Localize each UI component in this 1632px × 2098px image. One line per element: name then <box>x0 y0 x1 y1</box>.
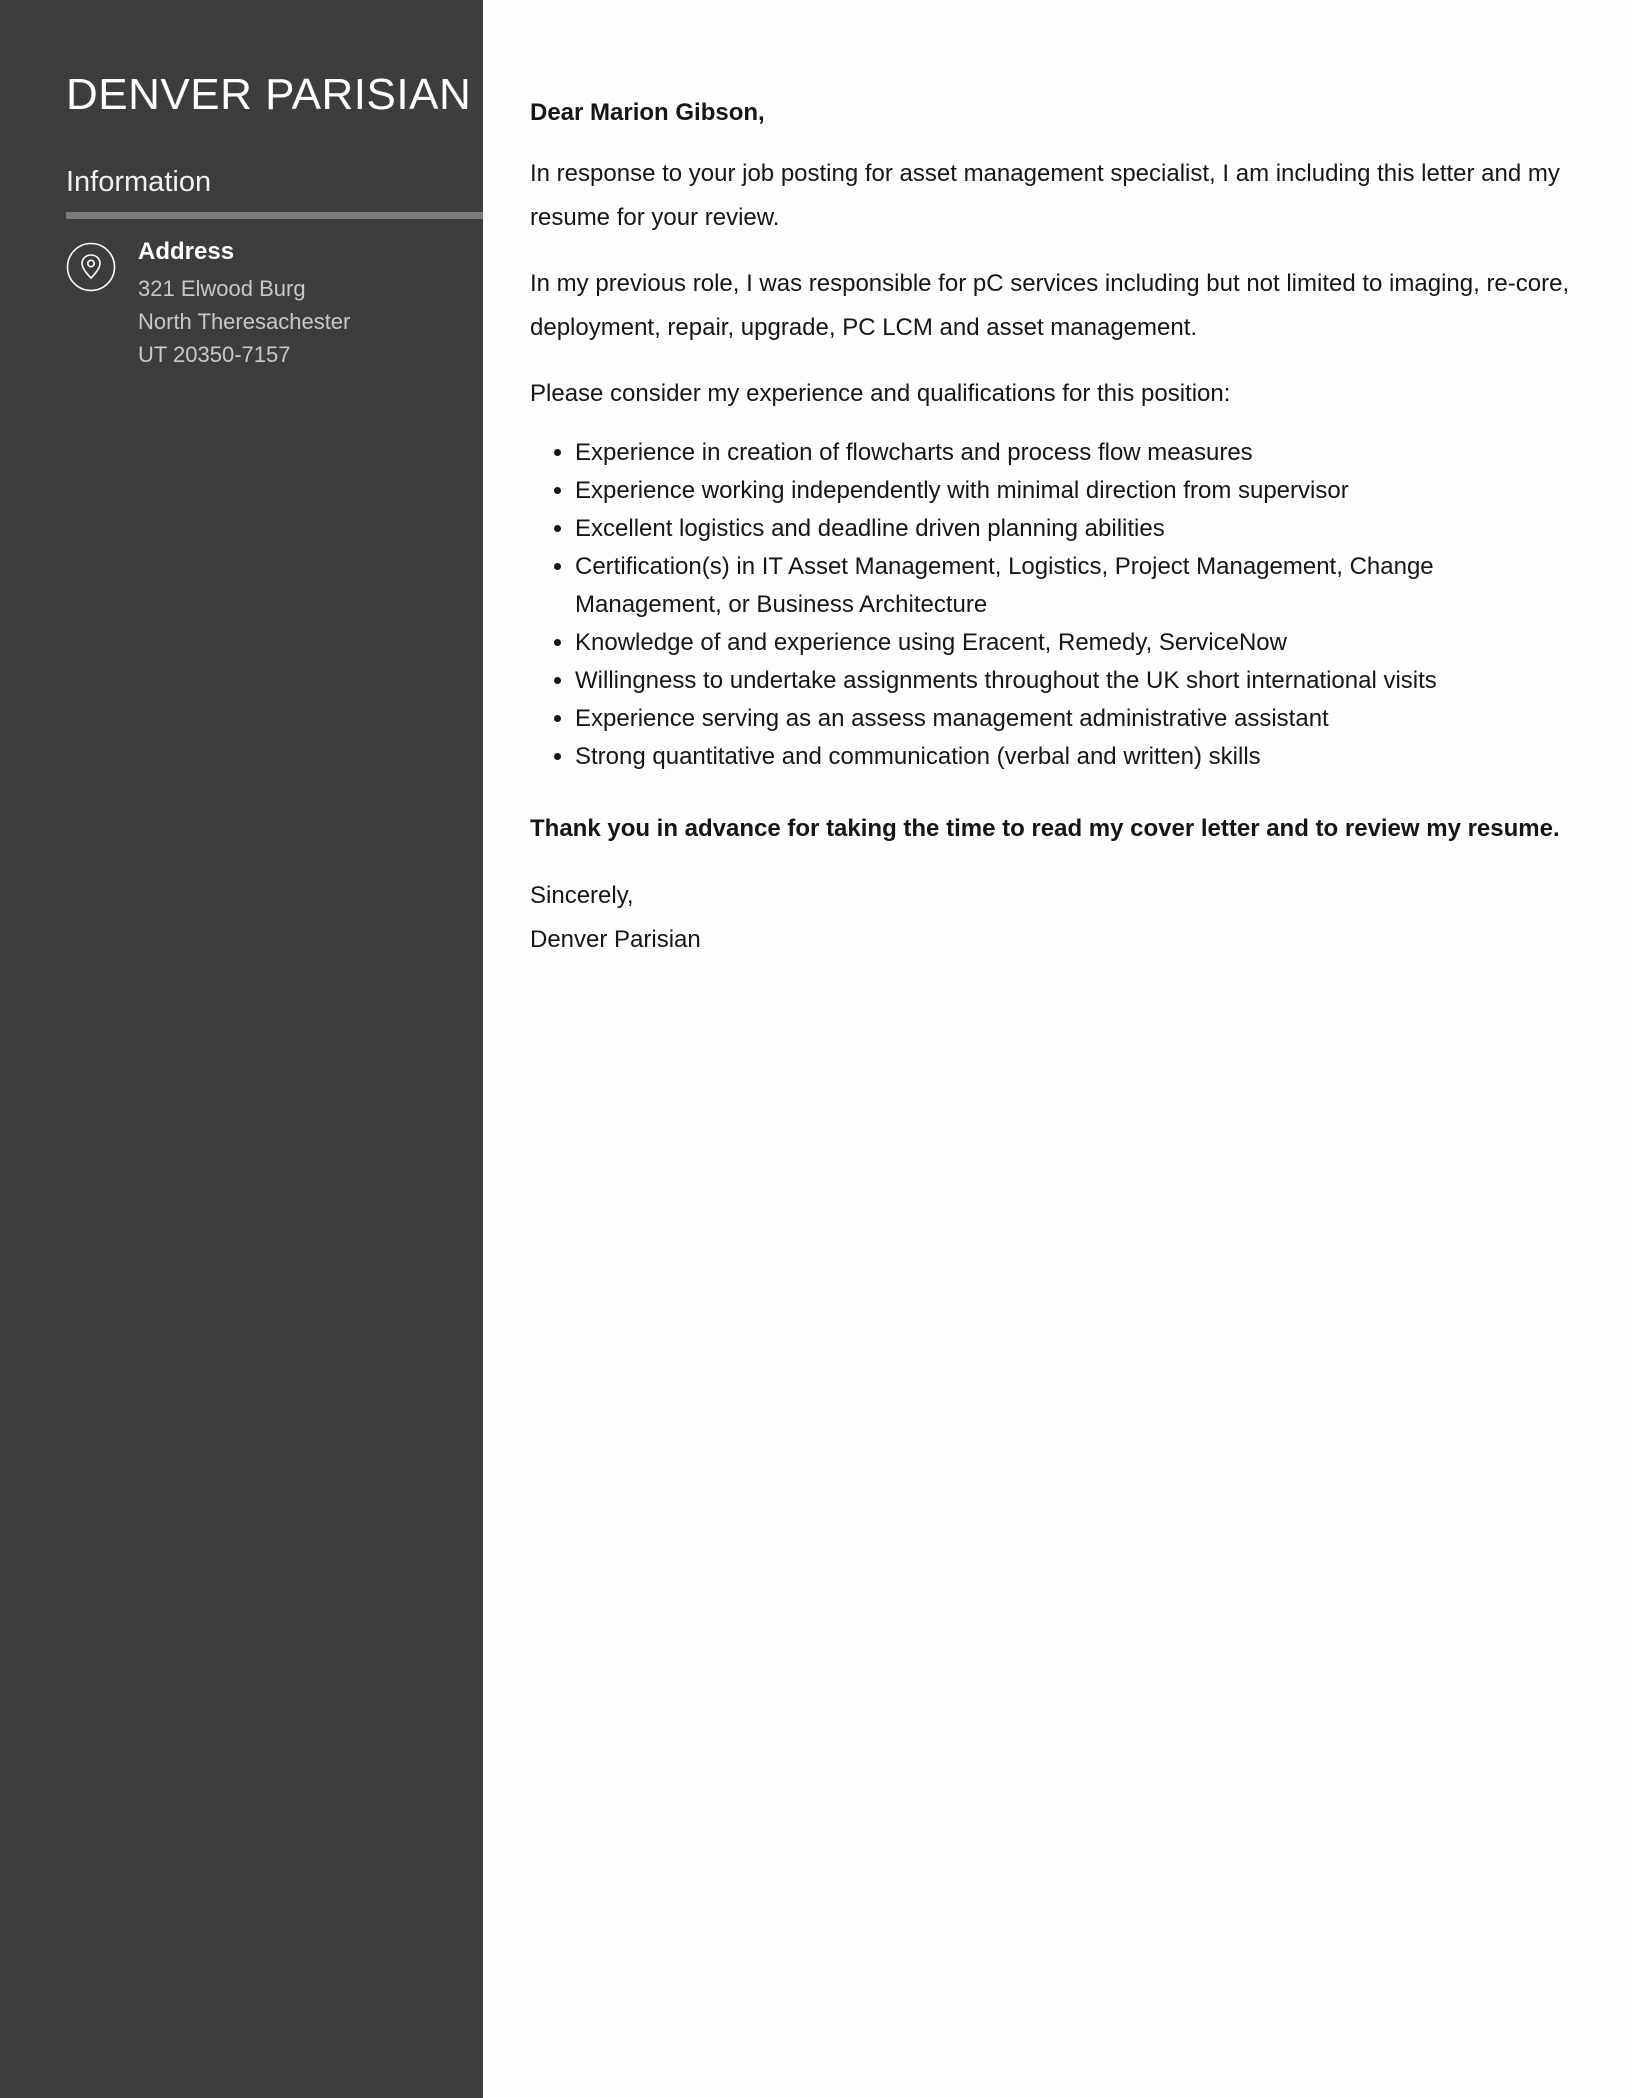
salutation: Dear Marion Gibson, <box>530 99 765 126</box>
list-item: • Strong quantitative and communication (verbal and written) skills <box>575 738 1570 776</box>
list-item: • Experience working independently with minimal direction from supervisor <box>575 472 1570 510</box>
list-item: • Certification(s) in IT Asset Management, Logistics, Project Management, Change Management, or Business Architecture <box>575 548 1570 624</box>
list-item: • Experience in creation of flowcharts and process flow measures <box>575 434 1570 472</box>
list-item: • Knowledge of and experience using Eracent, Remedy, ServiceNow <box>575 624 1570 662</box>
section-divider <box>66 212 483 219</box>
qualifications-intro: Please consider my experience and qualifications for this position: <box>530 380 1231 407</box>
list-item: • Excellent logistics and deadline driven planning abilities <box>575 510 1570 548</box>
information-heading: Information <box>66 166 212 198</box>
address-state-zip: UT 20350-7157 <box>138 342 291 367</box>
applicant-name: DENVER PARISIAN <box>66 70 472 119</box>
address-street: 321 Elwood Burg <box>138 276 306 301</box>
signoff: Sincerely, <box>530 882 634 909</box>
experience-paragraph: In my previous role, I was responsible for pC services including but not limited to imaging, re-core, deployment, repair, upgrade, PC LCM and asset management. <box>530 270 1570 341</box>
sidebar <box>0 0 483 2098</box>
location-pin-icon <box>66 242 116 292</box>
address-block <box>138 272 350 371</box>
list-item: • Willingness to undertake assignments throughout the UK short international visits <box>575 662 1570 700</box>
signature-name: Denver Parisian <box>530 926 701 953</box>
letter-body <box>530 96 1570 962</box>
intro-paragraph: In response to your job posting for asset management specialist, I am including this letter and my resume for your review. <box>530 160 1560 231</box>
qualifications-list <box>530 434 1570 776</box>
closing-statement: Thank you in advance for taking the time to read my cover letter and to review my resume. <box>530 815 1560 842</box>
address-city: North Theresachester <box>138 309 351 334</box>
address-label: Address <box>138 238 235 265</box>
signoff-block <box>530 874 1570 962</box>
list-item: • Experience serving as an assess management administrative assistant <box>575 700 1570 738</box>
